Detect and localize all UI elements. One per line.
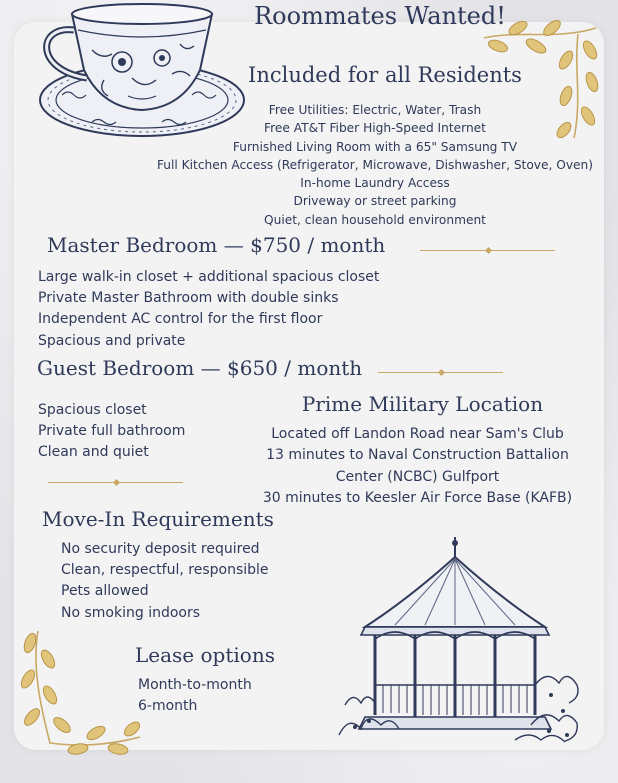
list-item: Located off Landon Road near Sam's Club (271, 426, 564, 442)
list-item: Furnished Living Room with a 65" Samsung TV (232, 139, 518, 154)
divider (420, 250, 555, 251)
list-item: Driveway or street parking (293, 194, 457, 209)
list-item: Pets allowed (61, 583, 149, 600)
lease-list (138, 675, 252, 717)
included-list (140, 101, 610, 229)
list-item: Free Utilities: Electric, Water, Trash (268, 103, 482, 117)
list-item: Month-to-month (138, 677, 252, 693)
list-item: Free AT&T Fiber High-Speed Internet (264, 121, 486, 136)
guest-bedroom-list (38, 400, 185, 464)
guest-bedroom-heading: Guest Bedroom — $650 / month (37, 356, 363, 380)
included-heading: Included for all Residents (248, 63, 522, 87)
page-title: Roommates Wanted! (254, 2, 506, 30)
divider (378, 372, 503, 373)
list-item: 6-month (138, 698, 198, 715)
list-item: Center (NCBC) Gulfport (335, 468, 500, 485)
divider (48, 482, 183, 483)
location-heading: Prime Military Location (301, 392, 544, 416)
list-item: Clean, respectful, responsible (61, 562, 269, 579)
requirements-list (61, 539, 269, 624)
list-item: In-home Laundry Access (300, 176, 450, 191)
list-item: Independent AC control for the first floor (38, 311, 323, 328)
list-item: Large walk-in closet + additional spacious closet (38, 269, 380, 285)
list-item: Clean and quiet (38, 444, 149, 461)
list-item: No security deposit required (61, 541, 260, 557)
location-list (250, 424, 585, 509)
list-item: Private Master Bathroom with double sinks (38, 290, 339, 307)
gold-leaf-branch-bottom-left (20, 625, 145, 755)
list-item: 13 minutes to Naval Construction Battalion (266, 447, 569, 464)
list-item: Spacious and private (38, 332, 186, 349)
list-item: Spacious closet (38, 402, 147, 418)
list-item: Full Kitchen Access (Refrigerator, Microwave, Dishwasher, Stove, Oven) (156, 157, 594, 172)
list-item: No smoking indoors (61, 604, 201, 621)
master-bedroom-heading: Master Bedroom — $750 / month (47, 233, 386, 257)
requirements-heading: Move-In Requirements (42, 507, 274, 531)
gazebo-illustration (335, 535, 585, 750)
lease-heading: Lease options (135, 643, 275, 667)
list-item: 30 minutes to Keesler Air Force Base (KAFB) (262, 489, 573, 506)
master-bedroom-list (38, 267, 379, 352)
list-item: Private full bathroom (38, 423, 186, 440)
list-item: Quiet, clean household environment (264, 212, 486, 227)
